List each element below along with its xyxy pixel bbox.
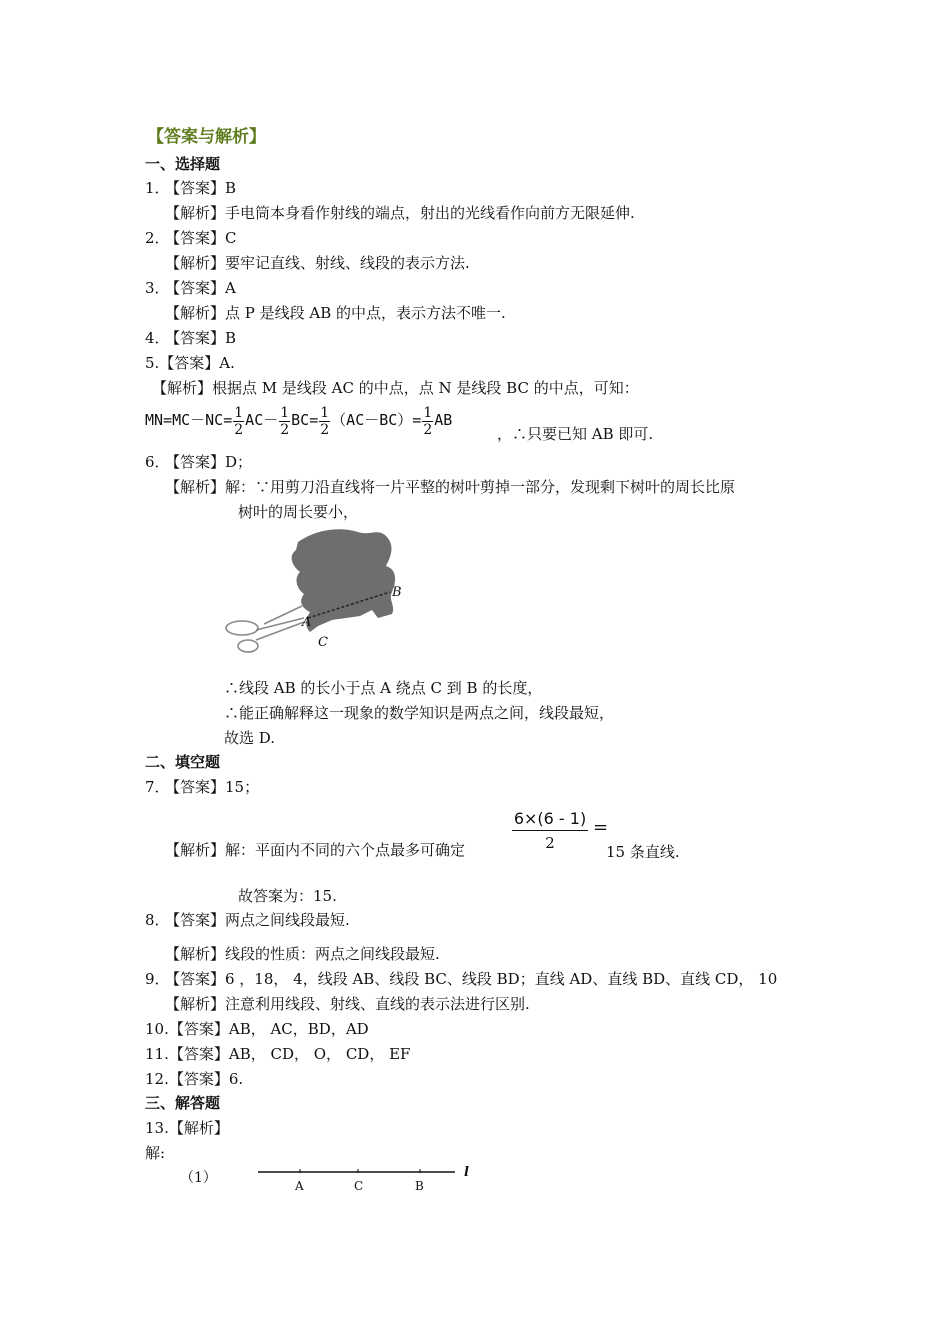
scissors-icon <box>226 606 304 652</box>
q8-explanation: 【解析】线段的性质：两点之间线段最短. <box>165 945 440 963</box>
q13-solution-label: 解: <box>145 1144 166 1162</box>
q13-header: 13.【解析】 <box>145 1119 229 1137</box>
q10-answer: 10.【答案】AB， AC，BD，AD <box>145 1020 369 1038</box>
point-label-c: C <box>318 635 328 650</box>
q9-number: 9． <box>145 970 170 988</box>
q7-conclusion: 故答案为：15. <box>238 887 337 905</box>
q7-fraction-denominator: 2 <box>545 834 555 852</box>
q5-term-bc: BC= <box>291 411 319 429</box>
q7-explanation: 【解析】解：平面内不同的六个点最多可确定 <box>165 841 466 859</box>
q3-explanation: 【解析】点 P 是线段 AB 的中点，表示方法不唯一. <box>165 304 506 322</box>
q1-explanation: 【解析】手电筒本身看作射线的端点，射出的光线看作向前方无限延伸. <box>165 204 635 222</box>
q4-number: 4． <box>145 329 170 347</box>
q4-answer: 【答案】B <box>165 329 237 347</box>
q7-fraction <box>512 808 588 855</box>
q5-conclusion: ，∴只要已知 AB 即可. <box>497 425 654 443</box>
q5-term-ab: AB <box>434 411 453 429</box>
q2-number: 2． <box>145 229 170 247</box>
q8-number: 8． <box>145 911 170 929</box>
q1-answer: 【答案】B <box>165 179 237 197</box>
q6-conclusion-1: ∴线段 AB 的长小于点 A 绕点 C 到 B 的长度， <box>224 679 543 697</box>
q7-fraction-numerator: 6×(6 - 1) <box>512 808 588 831</box>
fraction-half: $\frac{1}{2}$ <box>234 404 244 438</box>
q11-answer: 11.【答案】AB， CD， O， CD， EF <box>145 1045 411 1063</box>
section-title-fill: 二、填空题 <box>145 753 221 771</box>
q12-answer: 12.【答案】6. <box>145 1070 244 1088</box>
answer-header: 【答案与解析】 <box>147 127 266 147</box>
q7-explanation-tail: 15 条直线. <box>606 843 680 861</box>
point-label-a: A <box>302 615 312 630</box>
line-diagram <box>250 1160 480 1194</box>
fraction-half: $\frac{1}{2}$ <box>280 404 290 438</box>
q6-answer: 【答案】D； <box>165 453 253 471</box>
q1-number: 1． <box>145 179 170 197</box>
q5-formula <box>145 402 452 438</box>
q2-explanation: 【解析】要牢记直线、射线、线段的表示方法. <box>165 254 470 272</box>
q5-term-ac: AC－ <box>245 411 279 429</box>
section-title-choice: 一、选择题 <box>145 155 221 173</box>
q5-answer: 5.【答案】A. <box>145 354 235 372</box>
q7-equals: = <box>593 817 609 838</box>
q2-answer: 【答案】C <box>165 229 237 247</box>
point-label-b: B <box>392 585 402 600</box>
q13-part-1: （1） <box>180 1170 217 1186</box>
q3-answer: 【答案】A <box>165 279 236 297</box>
q6-conclusion-3: 故选 D. <box>224 729 276 747</box>
q3-number: 3． <box>145 279 170 297</box>
section-title-solve: 三、解答题 <box>145 1094 221 1112</box>
q5-explanation: 【解析】根据点 M 是线段 AC 的中点，点 N 是线段 BC 的中点，可知： <box>152 379 639 397</box>
q6-conclusion-2: ∴能正确解释这一现象的数学知识是两点之间，线段最短， <box>224 704 615 722</box>
fraction-half: $\frac{1}{2}$ <box>423 404 433 438</box>
q7-number: 7． <box>145 778 170 796</box>
label-a: A <box>295 1179 304 1193</box>
q9-explanation: 【解析】注意利用线段、射线、直线的表示法进行区别. <box>165 995 530 1013</box>
q8-answer: 【答案】两点之间线段最短. <box>165 911 350 929</box>
label-l: l <box>464 1165 469 1180</box>
q7-answer: 【答案】15； <box>165 778 260 796</box>
q6-number: 6． <box>145 453 170 471</box>
label-c: C <box>354 1179 364 1193</box>
q6-explanation-line1: 【解析】解：∵用剪刀沿直线将一片平整的树叶剪掉一部分，发现剩下树叶的周长比原 <box>165 478 736 496</box>
q5-formula-start: MN=MC－NC= <box>145 411 233 429</box>
label-b: B <box>415 1179 424 1193</box>
leaf-scissors-figure <box>220 522 420 662</box>
q9-answer: 【答案】6 ，18， 4，线段 AB、线段 BC、线段 BD；直线 AD、直线 BD、直线 CD， 10 <box>165 970 778 988</box>
q5-term-paren: （AC－BC）= <box>331 411 422 429</box>
q6-explanation-line2: 树叶的周长要小， <box>238 503 359 521</box>
fraction-half: $\frac{1}{2}$ <box>320 404 330 438</box>
